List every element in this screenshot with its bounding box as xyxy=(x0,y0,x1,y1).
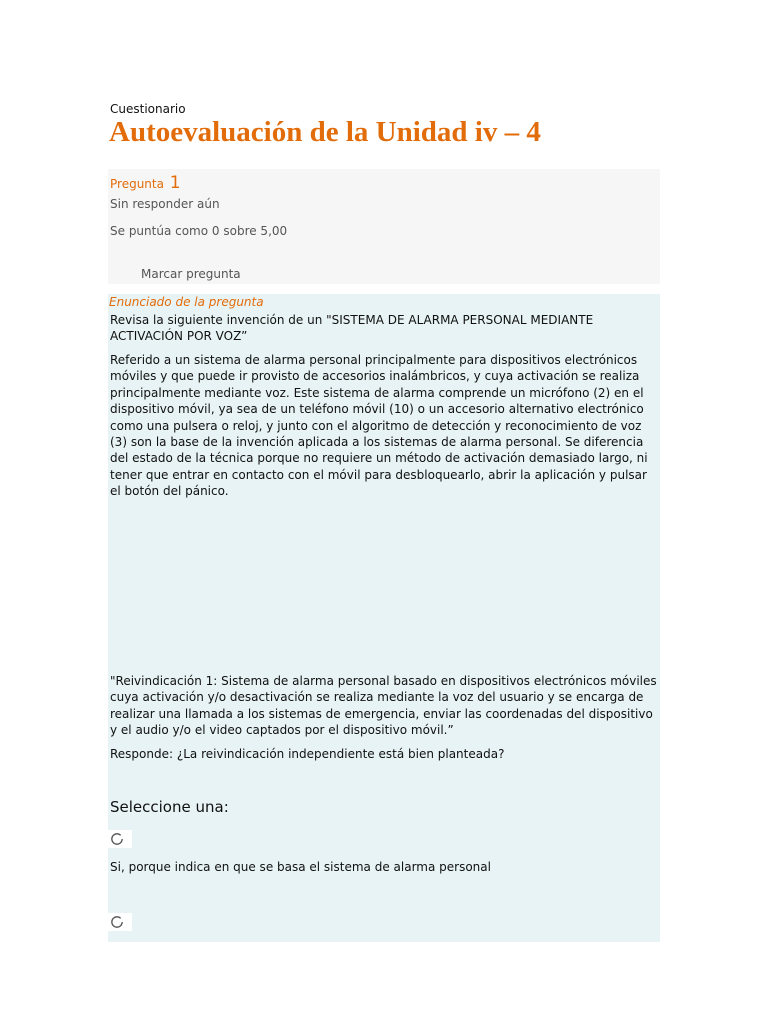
question-prompt: Responde: ¿La reivindicación independiente está bien planteada? xyxy=(110,747,505,761)
claim-text: "Reivindicación 1: Sistema de alarma personal basado en dispositivos electrónicos móviles cuya activación y/o desactivación se realiza mediante la voz del usuario y se encarga de realizar una llamada a los sistemas de emergencia, enviar las coordenadas del dispositivo y el audio y/o el video captados por el dispositivo móvil.” xyxy=(110,674,657,738)
answer-option-2-radio[interactable] xyxy=(108,913,132,931)
invention-description: Referido a un sistema de alarma personal principalmente para dispositivos electrónicos móviles y que puede ir provisto de accesorios inalámbricos, y cuya activación se realiza principalmente mediante voz. Este sistema de alarma comprende un micrófono (2) en el dispositivo móvil, ya sea de un teléfono móvil (10) o un accesorio alternativo electrónico como una pulsera o reloj, y junto con el algoritmo de detección y reconocimiento de voz (3) son la base de la invención aplicada a los sistemas de alarma personal. Se diferencia del estado de la técnica porque no requiere un método de activación demasiado largo, ni tener que entrar en contacto con el móvil para desbloquearlo, abrir la aplicación y pulsar el botón del pánico. xyxy=(110,353,648,499)
select-one-label: Seleccione una: xyxy=(110,798,229,816)
flag-question-link[interactable]: Marcar pregunta xyxy=(141,267,241,281)
radio-button-icon xyxy=(110,915,124,929)
question-info-box xyxy=(108,169,660,284)
page-title: Autoevaluación de la Unidad iv – 4 xyxy=(109,116,541,148)
question-content-box xyxy=(108,294,660,942)
question-intro: Revisa la siguiente invención de un "SISTEMA DE ALARMA PERSONAL MEDIANTE ACTIVACIÓN POR VOZ” xyxy=(110,313,594,344)
question-label xyxy=(110,173,181,193)
question-number: 1 xyxy=(169,173,181,193)
answer-option-1-label[interactable]: Si, porque indica en que se basa el sistema de alarma personal xyxy=(110,860,491,874)
breadcrumb[interactable]: Cuestionario xyxy=(110,102,186,116)
question-label-text: Pregunta xyxy=(110,177,164,191)
question-grade: Se puntúa como 0 sobre 5,00 xyxy=(110,224,288,238)
question-status: Sin responder aún xyxy=(110,197,220,211)
radio-button-icon xyxy=(110,832,124,846)
question-heading: Enunciado de la pregunta xyxy=(109,295,264,309)
answer-option-1-radio[interactable] xyxy=(108,830,132,848)
